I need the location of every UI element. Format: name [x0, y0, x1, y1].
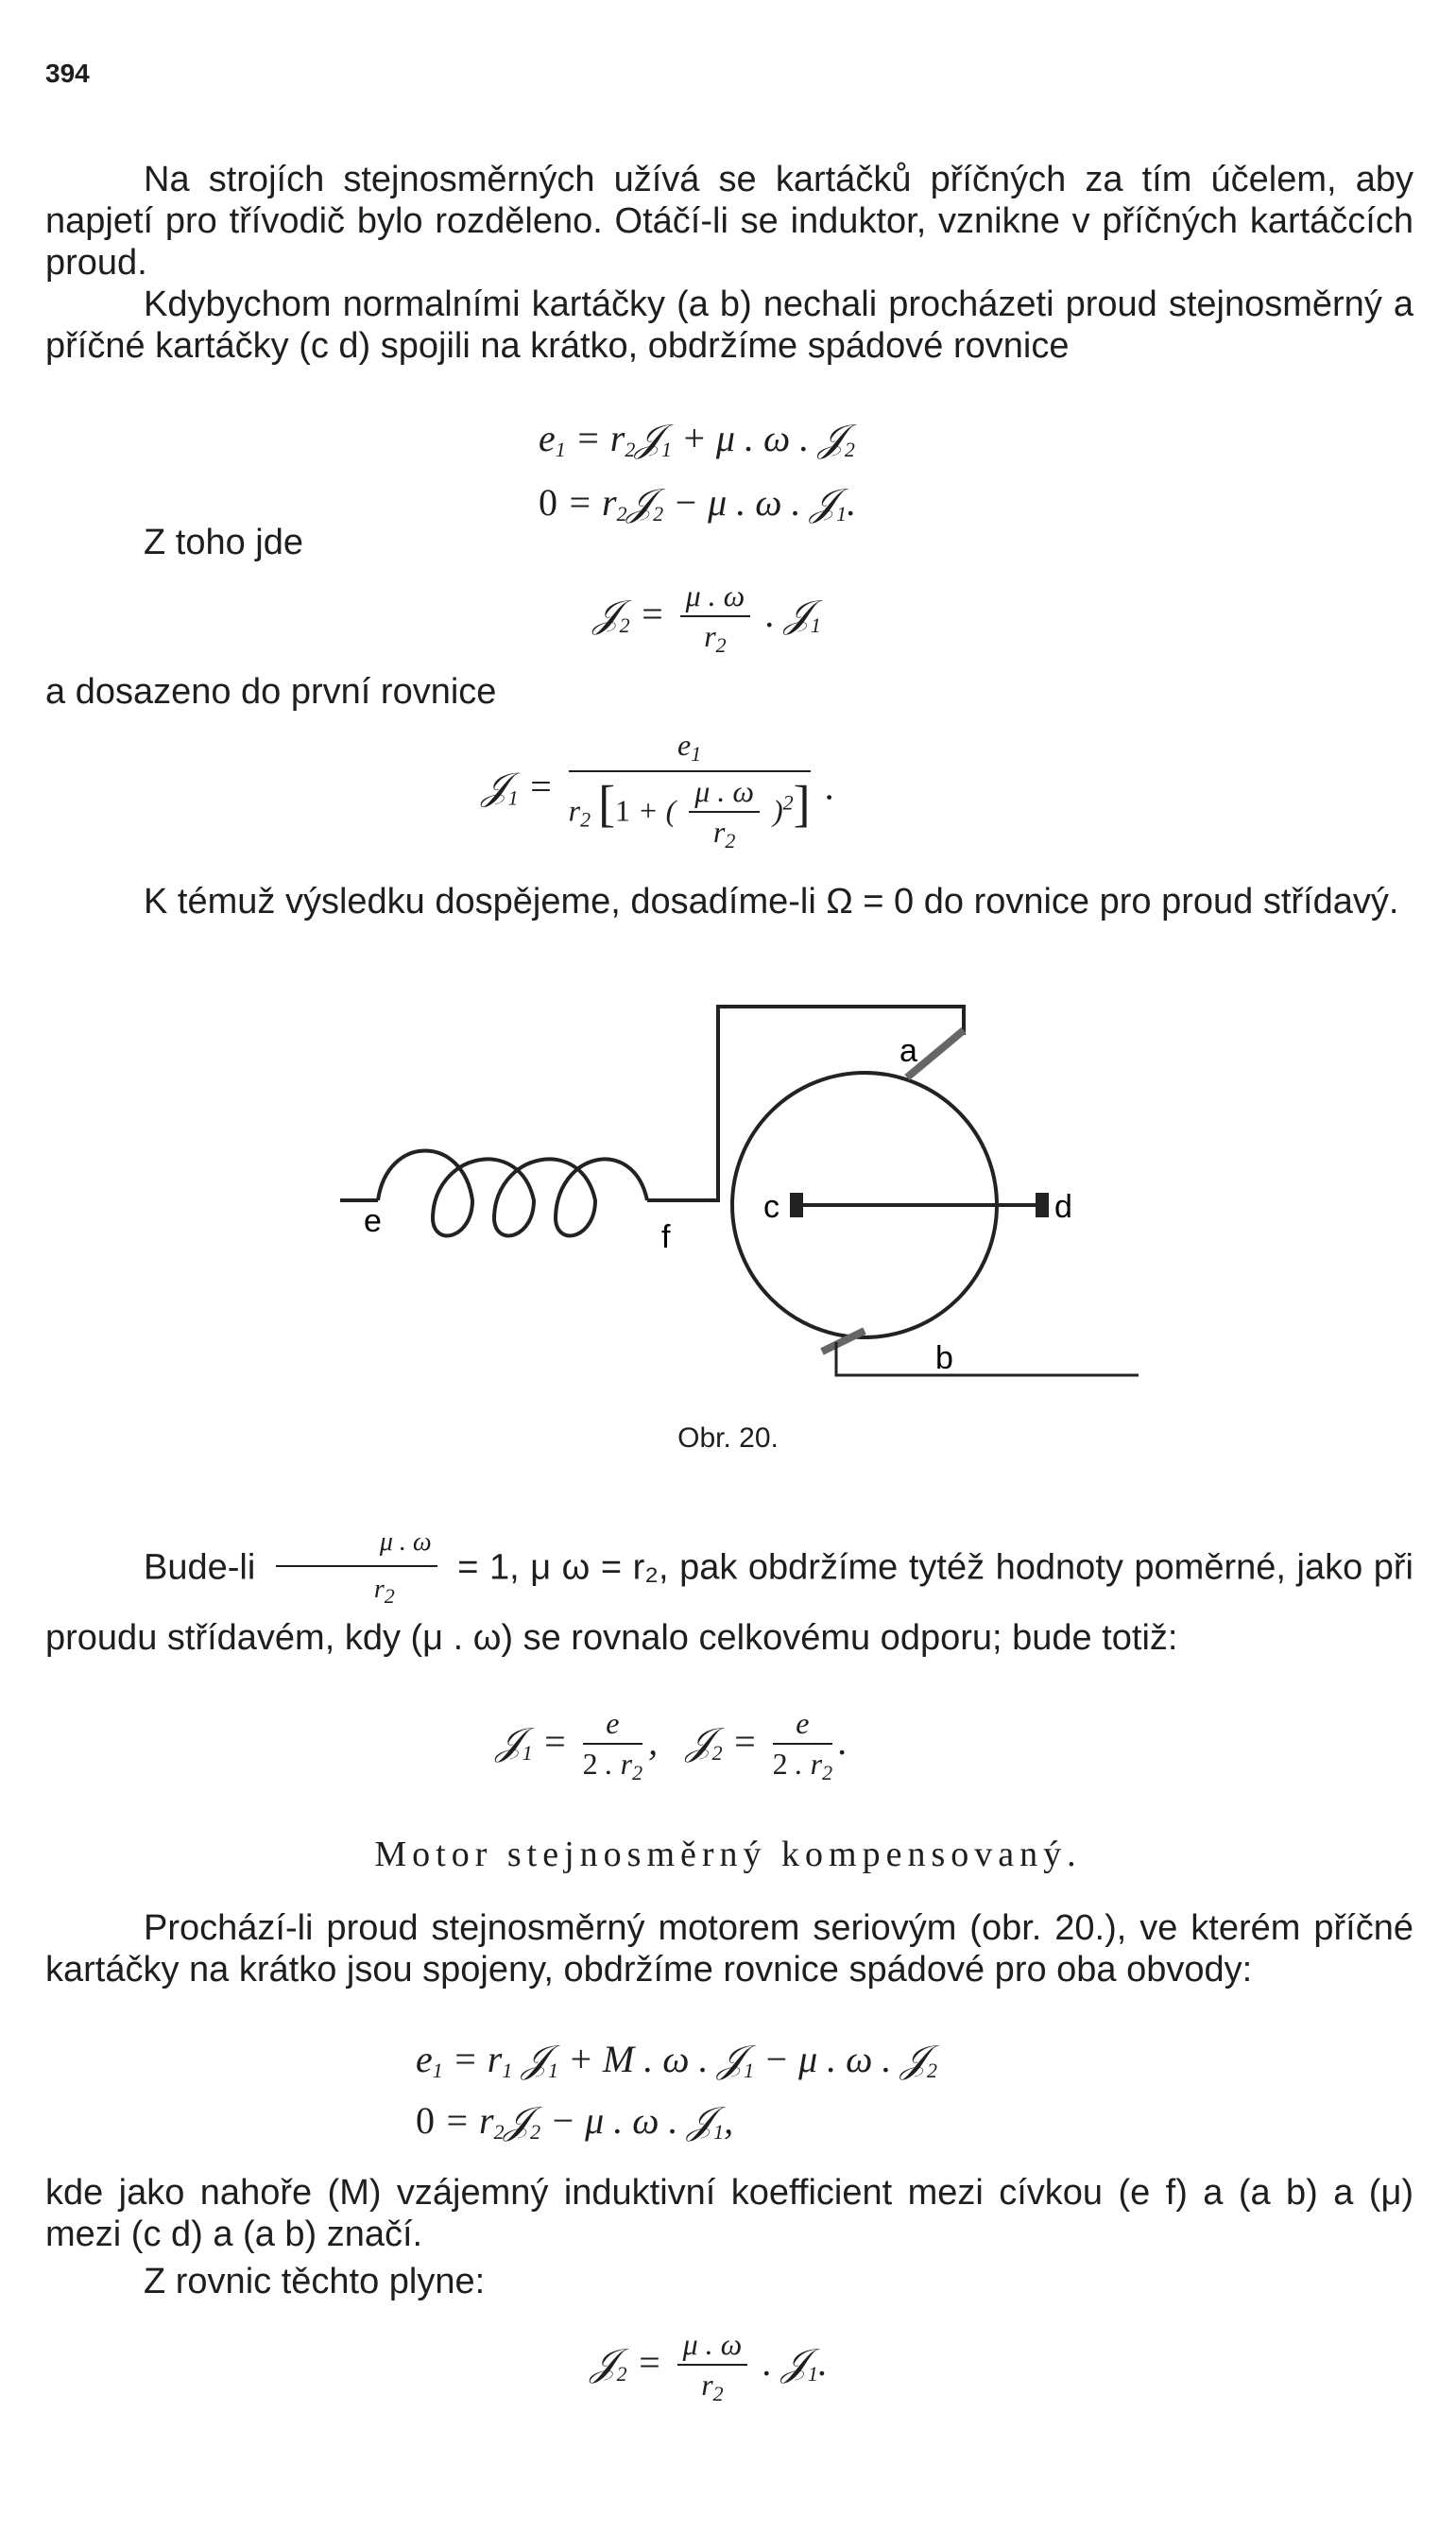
- equation-6: $e_1 = r_1$ 𝒥$_1$ + M . ω . 𝒥$_1$ − μ . ω . 𝒥$_2$: [416, 2038, 938, 2082]
- coil: [378, 1151, 647, 1236]
- paragraph-6-rest: = 1, μ ω = r₂, pak obdržíme tytéž hodnoty poměrné, jako při proudu střídavém, kdy (μ . ω) se rovnalo celkovému odporu; bude totiž:: [45, 1547, 1413, 1658]
- equation-8: 𝒥$_2$ = $\frac{\mu . \omega}{r_2}$ . 𝒥$_1$.: [591, 2327, 828, 2405]
- page-number: 394: [45, 59, 90, 88]
- paragraph-7: Prochází-li proud stejnosměrný motorem seriovým (obr. 20.), ve kterém příčné kartáčky na krátko jsou spojeny, obdržíme rovnice spádové pro oba obvody:: [45, 1908, 1413, 1990]
- paragraph-3: Z toho jde: [144, 523, 303, 562]
- figure-caption: Obr. 20.: [677, 1422, 779, 1454]
- paragraph-1: Na strojích stejnosměrných užívá se kartáčků příčných za tím účelem, aby napjetí pro třívodič bylo rozděleno. Otáčí-li se induktor, vznikne v příčných kartáčcích proud.: [45, 160, 1413, 283]
- paragraph-4: a dosazeno do první rovnice: [45, 672, 497, 712]
- paragraph-8: kde jako nahoře (M) vzájemný induktivní koefficient mezi cívkou (e f) a (a b) a (μ) mezi (c d) a (a b) značí.: [45, 2173, 1413, 2254]
- fraction-mu-omega-over-r2: $\frac{\mu . \omega}{r_2}$: [276, 1522, 437, 1617]
- label-d: d: [1054, 1189, 1072, 1225]
- paragraph-6: [45, 1522, 1413, 1659]
- section-heading: Motor stejnosměrný kompensovaný.: [374, 1835, 1082, 1874]
- equation-4: 𝒥$_1$ = $e_1$ $r_2$ [1 + ( $\frac{\mu . \omega}{r_2}$ )$^2$] .: [482, 728, 835, 853]
- equation-3: 𝒥$_2$ = $\frac{\mu . \omega}{r_2}$ . 𝒥$_1$: [593, 578, 821, 657]
- equation-7: $0 = r_2𝒥_2 - \mu$ . ω . 𝒥$_1$,: [416, 2099, 734, 2144]
- wire-from-brush-b: [836, 1342, 1139, 1375]
- label-c: c: [763, 1189, 779, 1225]
- label-a: a: [899, 1033, 917, 1069]
- equation-1: $e_1$ = $r_2𝒥_1 + \mu$ . ω . 𝒥$_2$: [539, 417, 855, 461]
- paragraph-9: Z rovnic těchto plyne:: [144, 2262, 486, 2301]
- equation-2: $0 = r_2𝒥_2 - \mu$ . ω . 𝒥$_1$.: [539, 481, 857, 526]
- label-f: f: [661, 1219, 671, 1255]
- label-e: e: [364, 1203, 382, 1239]
- paragraph-5: K témuž výsledku dospějeme, dosadíme-li Ω = 0 do rovnice pro proud střídavý.: [144, 882, 1399, 922]
- paragraph-6-lead: Bude-li: [144, 1547, 256, 1588]
- paragraph-2: Kdybychom normalními kartáčky (a b) nechali procházeti proud stejnosměrný a příčné kartáčky (c d) spojili na krátko, obdržíme spádové rovnice: [45, 284, 1413, 366]
- brush-d: [1036, 1193, 1049, 1217]
- figure-20: [321, 992, 1172, 1408]
- label-b: b: [935, 1340, 953, 1376]
- equation-5: 𝒥$_1$ = $\frac{e}{2 . r_2}$ , 𝒥$_2$ = $\frac{e}{2 . r_2}$ .: [496, 1706, 848, 1784]
- brush-c: [790, 1193, 803, 1217]
